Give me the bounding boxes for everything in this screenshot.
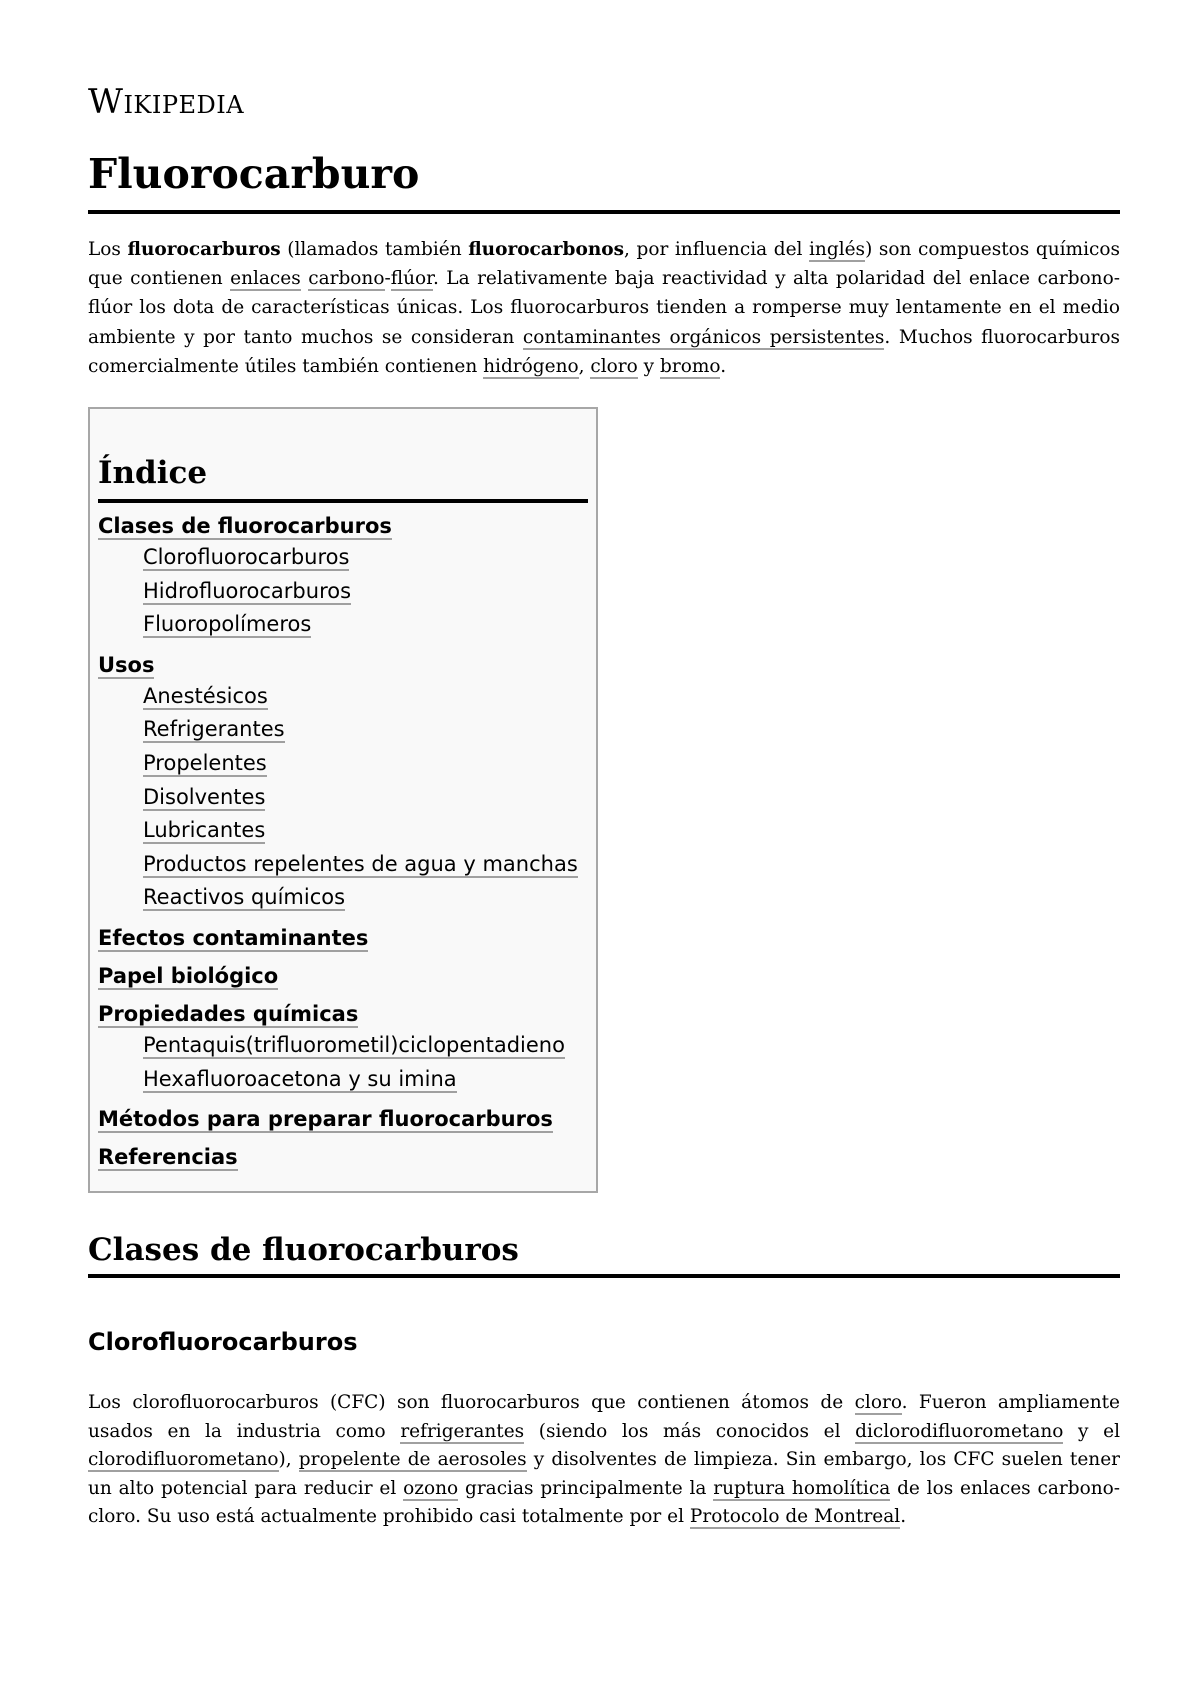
- toc-subitem: [98, 848, 588, 882]
- link-propelente-aerosoles[interactable]: propelente de aerosoles: [298, 1449, 527, 1471]
- toc-link-disolventes[interactable]: Disolventes: [143, 784, 266, 809]
- text: Los: [88, 239, 128, 260]
- toc-item: [98, 650, 588, 680]
- link-contaminantes[interactable]: contaminantes orgánicos persistentes: [522, 326, 885, 348]
- link-protocolo-montreal[interactable]: Protocolo de Montreal: [689, 1506, 901, 1528]
- toc-link-pentaquis[interactable]: Pentaquis(trifluorometil)ciclopentadieno: [143, 1032, 565, 1057]
- text: Los clorofluorocarburos (CFC) son fluorocarburos que contienen átomos de: [88, 1392, 855, 1413]
- toc-list: [98, 511, 588, 1172]
- link-bromo[interactable]: bromo: [660, 355, 721, 377]
- toc-link-referencias[interactable]: Referencias: [98, 1145, 238, 1170]
- link-cloro[interactable]: cloro: [590, 355, 638, 377]
- text: . La relativamente baja reactividad y alta polaridad del enlace carbono-flúor los dota de características únicas. Los fluorocarburos tienden a romperse muy lentamente en el medio ambiente y por tanto muchos se consideran: [88, 268, 1120, 348]
- toc-subitem: [98, 881, 588, 915]
- toc-item: [98, 999, 588, 1029]
- toc-link-propelentes[interactable]: Propelentes: [143, 750, 267, 775]
- text: . Muchos fluorocarburos comercialmente útiles también contienen: [88, 326, 1120, 377]
- toc-subitem: [98, 814, 588, 848]
- link-ruptura-homolitica[interactable]: ruptura homolítica: [713, 1477, 891, 1499]
- toc-subitem: [98, 575, 588, 609]
- toc-subitem: [98, 680, 588, 714]
- text: ,: [578, 355, 591, 377]
- toc-item: [98, 923, 588, 953]
- intro-paragraph: [88, 235, 1120, 381]
- page-title: Fluorocarburo: [88, 144, 1120, 214]
- toc-item: [98, 511, 588, 541]
- link-cloro-2[interactable]: cloro: [854, 1392, 902, 1413]
- toc-link-efectos[interactable]: Efectos contaminantes: [98, 925, 369, 950]
- text: gracias principalmente la: [458, 1477, 714, 1499]
- toc-link-hexafluoroacetona[interactable]: Hexafluoroacetona y su imina: [143, 1066, 457, 1091]
- toc-link-clorofluorocarburos[interactable]: Clorofluorocarburos: [143, 545, 350, 569]
- text: y disolventes de limpieza. Sin embargo, los CFC suelen tener un alto potencial para reducir el: [88, 1449, 1121, 1499]
- link-clorodifluorometano[interactable]: clorodifluorometano: [88, 1449, 279, 1471]
- section-heading: Clases de fluorocarburos: [88, 1228, 1120, 1278]
- toc-title: Índice: [98, 449, 588, 503]
- wikipedia-logo[interactable]: Wikipedia: [88, 82, 245, 122]
- toc-link-usos[interactable]: Usos: [98, 652, 155, 677]
- toc-subitem: [98, 608, 588, 642]
- text: de los enlaces carbono-cloro. Su uso está actualmente prohibido casi totalmente por el: [88, 1477, 1121, 1528]
- toc-link-lubricantes[interactable]: Lubricantes: [143, 818, 266, 843]
- table-of-contents: [88, 407, 598, 1193]
- link-carbono[interactable]: carbono: [308, 268, 385, 290]
- toc-item: [98, 961, 588, 991]
- toc-subitem: [98, 541, 588, 575]
- text: .: [900, 1506, 907, 1528]
- link-ozono[interactable]: ozono: [403, 1477, 459, 1499]
- text: .: [720, 355, 727, 377]
- bold-term: fluorocarbonos: [468, 239, 625, 260]
- link-hidrogeno[interactable]: hidrógeno: [483, 355, 579, 377]
- toc-link-reactivos[interactable]: Reactivos químicos: [143, 885, 346, 910]
- toc-link-anestesicos[interactable]: Anestésicos: [143, 683, 268, 708]
- toc-link-clases[interactable]: Clases de fluorocarburos: [98, 514, 392, 538]
- text: y: [637, 355, 661, 377]
- link-diclorodifluorometano[interactable]: diclorodifluorometano: [855, 1420, 1064, 1442]
- text: ),: [278, 1449, 299, 1471]
- text: ) son compuestos químicos que contienen: [88, 239, 1120, 290]
- toc-link-hidrofluorocarburos[interactable]: Hidrofluorocarburos: [143, 578, 352, 603]
- text: , por influencia del: [624, 239, 810, 260]
- toc-item: [98, 1142, 588, 1172]
- toc-link-repelentes[interactable]: Productos repelentes de agua y manchas: [143, 851, 578, 876]
- toc-link-fluoropolimeros[interactable]: Fluoropolímeros: [143, 612, 312, 637]
- toc-subitem: [98, 781, 588, 815]
- toc-subitem: [98, 747, 588, 781]
- subsection-heading: Clorofluorocarburos: [88, 1328, 358, 1356]
- bold-term: fluorocarburos: [127, 239, 281, 260]
- text: . Fueron ampliamente usados en la industria como: [88, 1392, 1120, 1442]
- toc-subitem: [98, 1063, 588, 1097]
- toc-item: [98, 1104, 588, 1134]
- toc-link-metodos[interactable]: Métodos para preparar fluorocarburos: [98, 1107, 553, 1132]
- link-fluor[interactable]: flúor: [390, 268, 433, 290]
- link-enlaces[interactable]: enlaces: [230, 268, 301, 290]
- link-ingles[interactable]: inglés: [809, 239, 866, 260]
- toc-subitem: [98, 1029, 588, 1063]
- text: (llamados también: [280, 239, 469, 260]
- toc-link-papel[interactable]: Papel biológico: [98, 963, 279, 988]
- cfc-paragraph: [88, 1389, 1120, 1532]
- toc-link-refrigerantes[interactable]: Refrigerantes: [143, 717, 285, 742]
- text: (siendo los más conocidos el: [524, 1420, 856, 1442]
- toc-link-propiedades[interactable]: Propiedades químicas: [98, 1001, 359, 1026]
- link-refrigerantes[interactable]: refrigerantes: [400, 1420, 525, 1442]
- text: -: [384, 268, 391, 290]
- toc-subitem: [98, 713, 588, 747]
- text: y el: [1063, 1420, 1120, 1442]
